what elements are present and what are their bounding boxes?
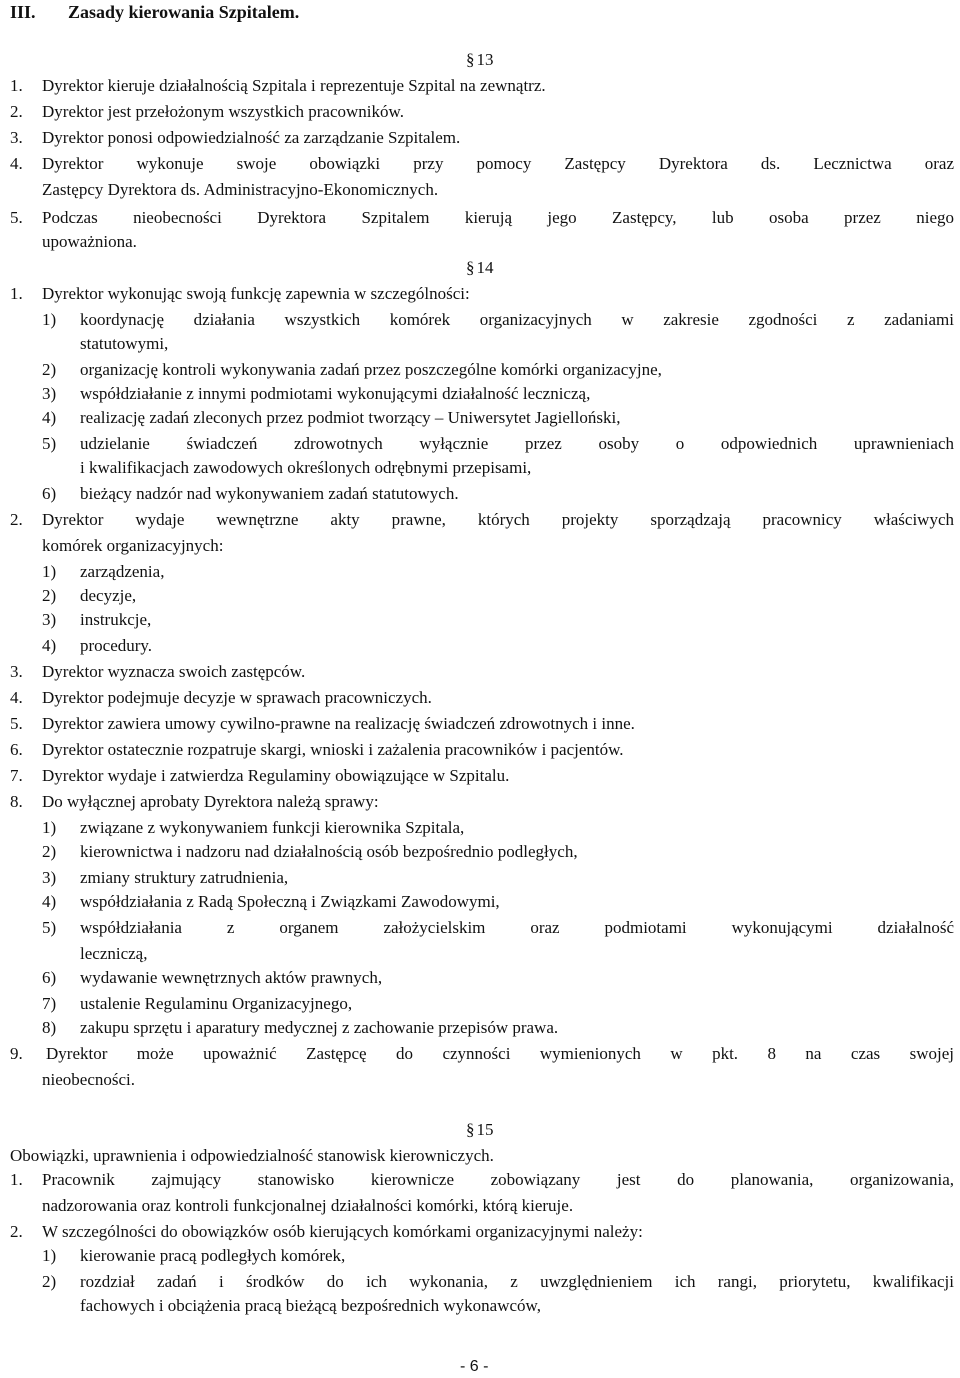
subitem-text-continued: i kwalifikacjach zawodowych określonych odrębnymi przepisami, [80, 458, 532, 477]
item-number: 5. [10, 208, 23, 227]
subitem-number: 6) [42, 968, 57, 987]
subitem-text: ustalenie Regulaminu Organizacyjnego, [80, 994, 353, 1013]
item-text-continued: nadzorowania oraz kontroli funkcjonalnej działalności komórki, którą kieruje. [42, 1196, 574, 1215]
subitem-number: 3) [42, 384, 57, 403]
section-number: 14 [476, 258, 494, 277]
item-number: 3. [10, 662, 23, 681]
chapter-title: Zasady kierowania Szpitalem. [68, 2, 300, 22]
subitem-number: 2) [42, 842, 57, 861]
subitem-text-continued: leczniczą, [80, 944, 148, 963]
subitem-number: 5) [42, 434, 57, 453]
item-number: 2. [10, 510, 23, 529]
item-number: 9. [10, 1044, 23, 1063]
chapter-number: III. [10, 2, 36, 22]
subitem-number: 1) [42, 562, 57, 581]
item-text: Dyrektor wykonując swoją funkcję zapewnia w szczególności: [42, 284, 470, 303]
subitem-text: organizację kontroli wykonywania zadań przez poszczególne komórki organizacyjne, [80, 360, 662, 379]
subitem-number: 4) [42, 892, 57, 911]
subitem-number: 1) [42, 310, 57, 329]
item-text: Dyrektor podejmuje decyzje w sprawach pracowniczych. [42, 688, 432, 707]
section-number: 13 [476, 50, 494, 69]
subitem-text: instrukcje, [80, 610, 152, 629]
item-number: 1. [10, 76, 23, 95]
item-text: Do wyłącznej aprobaty Dyrektora należą sprawy: [42, 792, 379, 811]
item-text: Dyrektor kieruje działalnością Szpitala i reprezentuje Szpital na zewnątrz. [42, 76, 546, 95]
page-number: - 6 - [460, 1358, 489, 1375]
subitem-number: 2) [42, 360, 57, 379]
item-text: Dyrektor zawiera umowy cywilno-prawne na realizację świadczeń zdrowotnych i inne. [42, 714, 635, 733]
subitem-text: bieżący nadzór nad wykonywaniem zadań statutowych. [80, 484, 459, 503]
subitem-text: współdziałania z organem założycielskim oraz podmiotami wykonującymi działalność [80, 918, 954, 937]
subitem-number: 5) [42, 918, 57, 937]
item-number: 6. [10, 740, 23, 759]
item-text: Dyrektor wydaje i zatwierdza Regulaminy obowiązujące w Szpitalu. [42, 766, 510, 785]
subitem-text: związane z wykonywaniem funkcji kierownika Szpitala, [80, 818, 465, 837]
subitem-text-continued: statutowymi, [80, 334, 169, 353]
item-text: Dyrektor wyznacza swoich zastępców. [42, 662, 306, 681]
item-number: 4. [10, 688, 23, 707]
subitem-text: zakupu sprzętu i aparatury medycznej z zachowanie przepisów prawa. [80, 1018, 559, 1037]
subitem-number: 3) [42, 868, 57, 887]
item-text-continued: Zastępcy Dyrektora ds. Administracyjno-Ekonomicznych. [42, 180, 439, 199]
item-text: Dyrektor ponosi odpowiedzialność za zarządzanie Szpitalem. [42, 128, 461, 147]
item-text-continued: upoważniona. [42, 232, 137, 251]
item-text: Dyrektor jest przełożonym wszystkich pracowników. [42, 102, 404, 121]
item-text: Pracownik zajmujący stanowisko kierownicze zobowiązany jest do planowania, organizowania, [42, 1170, 954, 1189]
subitem-text: współdziałanie z innymi podmiotami wykonującymi działalność leczniczą, [80, 384, 591, 403]
item-number: 7. [10, 766, 23, 785]
item-text-continued: nieobecności. [42, 1070, 135, 1089]
item-number: 1. [10, 1170, 23, 1189]
item-number: 8. [10, 792, 23, 811]
section-sign-15: § 15 [466, 1120, 494, 1139]
subitem-text: rozdział zadań i środków do ich wykonania, z uwzględnieniem ich rangi, priorytetu, kwalifikacji [80, 1272, 954, 1291]
item-number: 4. [10, 154, 23, 173]
subitem-number: 6) [42, 484, 57, 503]
subitem-number: 4) [42, 636, 57, 655]
subitem-number: 3) [42, 610, 57, 629]
section-number: 15 [476, 1120, 494, 1139]
subitem-text: zmiany struktury zatrudnienia, [80, 868, 289, 887]
subitem-text: realizację zadań zleconych przez podmiot tworzący – Uniwersytet Jagielloński, [80, 408, 621, 427]
item-text: W szczególności do obowiązków osób kierujących komórkami organizacyjnymi należy: [42, 1222, 643, 1241]
subitem-text: wydawanie wewnętrznych aktów prawnych, [80, 968, 383, 987]
section-intro: Obowiązki, uprawnienia i odpowiedzialność stanowisk kierowniczych. [10, 1146, 494, 1165]
item-number: 1. [10, 284, 23, 303]
subitem-text: zarządzenia, [80, 562, 165, 581]
subitem-text: kierowanie pracą podległych komórek, [80, 1246, 346, 1265]
subitem-number: 2) [42, 1272, 57, 1291]
subitem-number: 1) [42, 818, 57, 837]
section-sign-14: § 14 [466, 258, 494, 277]
item-number: 2. [10, 102, 23, 121]
subitem-number: 4) [42, 408, 57, 427]
subitem-text-continued: fachowych i obciążenia pracą bieżącą bezpośrednich wykonawców, [80, 1296, 541, 1315]
item-text: Podczas nieobecności Dyrektora Szpitalem kierują jego Zastępcy, lub osoba przez niego [42, 208, 954, 227]
subitem-number: 7) [42, 994, 57, 1013]
subitem-text: decyzje, [80, 586, 137, 605]
item-number: 2. [10, 1222, 23, 1241]
subitem-text: kierownictwa i nadzoru nad działalnością osób bezpośrednio podległych, [80, 842, 578, 861]
subitem-number: 8) [42, 1018, 57, 1037]
subitem-text: współdziałania z Radą Społeczną i Związkami Zawodowymi, [80, 892, 500, 911]
subitem-text: procedury. [80, 636, 153, 655]
subitem-number: 2) [42, 586, 57, 605]
item-text: Dyrektor wykonuje swoje obowiązki przy pomocy Zastępcy Dyrektora ds. Lecznictwa oraz [42, 154, 954, 173]
subitem-number: 1) [42, 1246, 57, 1265]
subitem-text: koordynację działania wszystkich komórek organizacyjnych w zakresie zgodności z zadaniami [80, 310, 954, 329]
item-text: Dyrektor ostatecznie rozpatruje skargi, wnioski i zażalenia pracowników i pacjentów. [42, 740, 624, 759]
section-sign-13: § 13 [466, 50, 494, 69]
item-text-continued: komórek organizacyjnych: [42, 536, 224, 555]
item-text: Dyrektor wydaje wewnętrzne akty prawne, których projekty sporządzają pracownicy właściwych [42, 510, 954, 529]
item-number: 5. [10, 714, 23, 733]
item-number: 3. [10, 128, 23, 147]
subitem-text: udzielanie świadczeń zdrowotnych wyłącznie przez osoby o odpowiednich uprawnieniach [80, 434, 954, 453]
item-text: Dyrektor może upoważnić Zastępcę do czynności wymienionych w pkt. 8 na czas swojej [46, 1044, 954, 1063]
